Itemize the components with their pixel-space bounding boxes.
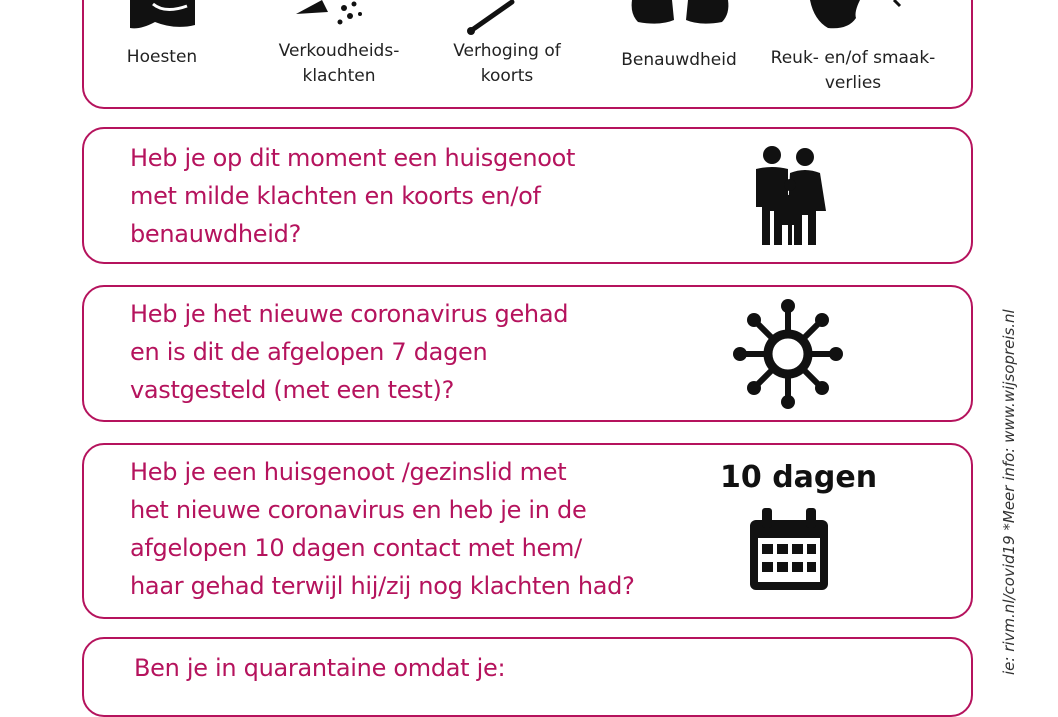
lungs-icon (630, 0, 730, 26)
family-icon (748, 145, 828, 247)
question-text: Heb je een huisgenoot /gezinslid met het nieuwe coronavirus en heb je in de afgelopen 10 dagen contact met hem/ haar gehad terwijl hij/zij nog klachten had? (130, 458, 635, 600)
question-text: Heb je het nieuwe coronavirus gehad en is dit de afgelopen 7 dagen vastgesteld (met een test)? (130, 300, 569, 404)
source-side-text: ie: rivm.nl/covid19 *Meer info: www.wijsopreis.nl (1000, 309, 1018, 675)
cough-icon (125, 0, 205, 30)
virus-icon (732, 298, 844, 410)
symptom-label-cold: Verkoudheids- klachten (278, 41, 400, 86)
ten-days-caption: 10 dagen (720, 460, 878, 495)
question-card-quarantine (82, 637, 973, 717)
symptom-label-smell-taste: Reuk- en/of smaak- verlies (770, 48, 936, 93)
symptom-label-fever: Verhoging of koorts (453, 41, 561, 86)
question-card-housemate-symptoms (82, 127, 973, 264)
question-text: Heb je op dit moment een huisgenoot met milde klachten en koorts en/of benauwdheid? (130, 144, 576, 248)
question-text: Ben je in quarantaine omdat je: (134, 654, 506, 682)
calendar-icon (748, 508, 830, 592)
smell-taste-icon (808, 0, 908, 32)
symptom-label-cough: Hoesten (126, 47, 198, 67)
sneeze-icon (292, 0, 372, 30)
symptom-label-shortness-of-breath: Benauwdheid (621, 50, 737, 70)
thermometer-icon (462, 0, 522, 38)
